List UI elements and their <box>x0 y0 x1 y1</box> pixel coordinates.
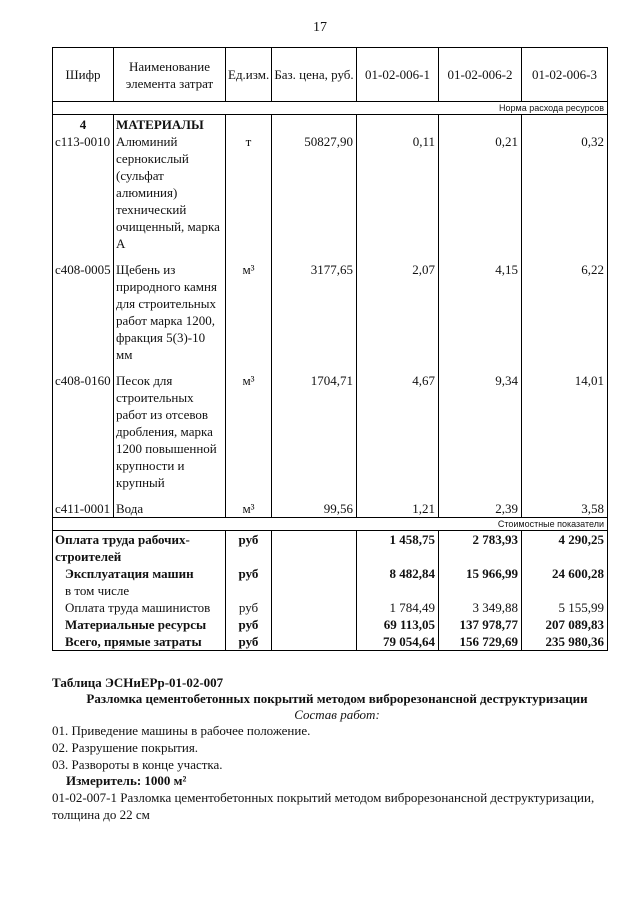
summary-v3: 207 089,83 <box>522 616 608 633</box>
table-row <box>53 261 608 363</box>
header-col3: 01-02-006-3 <box>522 48 608 102</box>
summary-name: Материальные ресурсы <box>53 616 226 633</box>
summary-row <box>53 633 608 651</box>
material-name: Вода <box>114 500 226 518</box>
norm-band-label: Норма расхода ресурсов <box>53 102 608 115</box>
material-price: 1704,71 <box>272 372 357 491</box>
material-price: 3177,65 <box>272 261 357 363</box>
table-row <box>53 133 608 252</box>
table-row <box>53 500 608 518</box>
summary-unit: руб <box>226 633 272 651</box>
work-item: 01. Приведение машины в рабочее положение. <box>52 723 311 738</box>
material-v2: 9,34 <box>439 372 522 491</box>
material-unit: м³ <box>226 372 272 491</box>
cost-band-label: Стоимостные показатели <box>53 518 608 531</box>
summary-v2: 156 729,69 <box>439 633 522 651</box>
material-price: 99,56 <box>272 500 357 518</box>
table-header-row <box>53 48 608 102</box>
summary-name: Оплата труда рабочих-строителей <box>53 531 226 566</box>
material-v1: 4,67 <box>357 372 439 491</box>
material-unit: т <box>226 133 272 252</box>
material-name: Песок для строительных работ из отсевов дробления, марка 1200 повышенной крупности и крупный <box>114 372 226 491</box>
summary-v3: 4 290,25 <box>522 531 608 566</box>
section-row <box>53 115 608 134</box>
material-code: с411-0001 <box>53 500 114 518</box>
material-v2: 2,39 <box>439 500 522 518</box>
summary-unit: руб <box>226 531 272 566</box>
summary-v1: 79 054,64 <box>357 633 439 651</box>
material-v1: 2,07 <box>357 261 439 363</box>
material-v3: 0,32 <box>522 133 608 252</box>
header-name: Наименование элемента затрат <box>114 48 226 102</box>
next-table-label: Таблица ЭСНиЕРр-01-02-007 <box>52 675 224 690</box>
summary-name: в том числе <box>53 582 226 599</box>
summary-v1: 1 784,49 <box>357 599 439 616</box>
header-col2: 01-02-006-2 <box>439 48 522 102</box>
summary-v3: 24 600,28 <box>522 565 608 582</box>
section-code: 4 <box>53 115 114 134</box>
summary-name: Оплата труда машинистов <box>53 599 226 616</box>
work-item: 03. Развороты в конце участка. <box>52 757 223 772</box>
material-v3: 14,01 <box>522 372 608 491</box>
material-code: с113-0010 <box>53 133 114 252</box>
material-price: 50827,90 <box>272 133 357 252</box>
material-unit: м³ <box>226 261 272 363</box>
summary-row <box>53 599 608 616</box>
summary-unit: руб <box>226 599 272 616</box>
summary-v1: 1 458,75 <box>357 531 439 566</box>
work-item: 02. Разрушение покрытия. <box>52 740 199 755</box>
meter-line: Измеритель: 1000 м² <box>66 773 187 788</box>
next-table-title: Разломка цементобетонных покрытий методом виброрезонансной деструктуризации <box>86 691 588 706</box>
summary-row <box>53 531 608 566</box>
summary-v2: 137 978,77 <box>439 616 522 633</box>
header-code: Шифр <box>53 48 114 102</box>
resource-table <box>52 47 608 651</box>
material-unit: м³ <box>226 500 272 518</box>
material-v3: 3,58 <box>522 500 608 518</box>
header-col1: 01-02-006-1 <box>357 48 439 102</box>
summary-v2: 3 349,88 <box>439 599 522 616</box>
section-title: МАТЕРИАЛЫ <box>114 115 226 134</box>
summary-v3: 5 155,99 <box>522 599 608 616</box>
summary-row <box>53 582 608 599</box>
material-v1: 0,11 <box>357 133 439 252</box>
header-price: Баз. цена, руб. <box>272 48 357 102</box>
material-name: Алюминий сернокислый (сульфат алюминия) технический очищенный, марка А <box>114 133 226 252</box>
table-row <box>53 372 608 491</box>
summary-unit: руб <box>226 616 272 633</box>
summary-v1: 8 482,84 <box>357 565 439 582</box>
works-heading: Состав работ: <box>294 707 380 722</box>
summary-name: Эксплуатация машин <box>53 565 226 582</box>
summary-row <box>53 565 608 582</box>
summary-row <box>53 616 608 633</box>
material-v3: 6,22 <box>522 261 608 363</box>
summary-v1: 69 113,05 <box>357 616 439 633</box>
material-v2: 4,15 <box>439 261 522 363</box>
item-line-1: 01-02-007-1 Разломка цементобетонных покрытий методом виброрезонансной деструктуризации, <box>52 790 595 805</box>
norm-band-row <box>53 102 608 115</box>
material-v2: 0,21 <box>439 133 522 252</box>
header-unit: Ед.изм. <box>226 48 272 102</box>
summary-name: Всего, прямые затраты <box>53 633 226 651</box>
page-number: 17 <box>313 20 327 35</box>
summary-v3: 235 980,36 <box>522 633 608 651</box>
item-line-2: толщина до 22 см <box>52 807 150 822</box>
material-v1: 1,21 <box>357 500 439 518</box>
summary-unit: руб <box>226 565 272 582</box>
material-code: с408-0160 <box>53 372 114 491</box>
material-name: Щебень из природного камня для строительных работ марка 1200, фракция 5(3)-10 мм <box>114 261 226 363</box>
material-code: с408-0005 <box>53 261 114 363</box>
summary-v2: 2 783,93 <box>439 531 522 566</box>
cost-band-row <box>53 518 608 531</box>
summary-v2: 15 966,99 <box>439 565 522 582</box>
